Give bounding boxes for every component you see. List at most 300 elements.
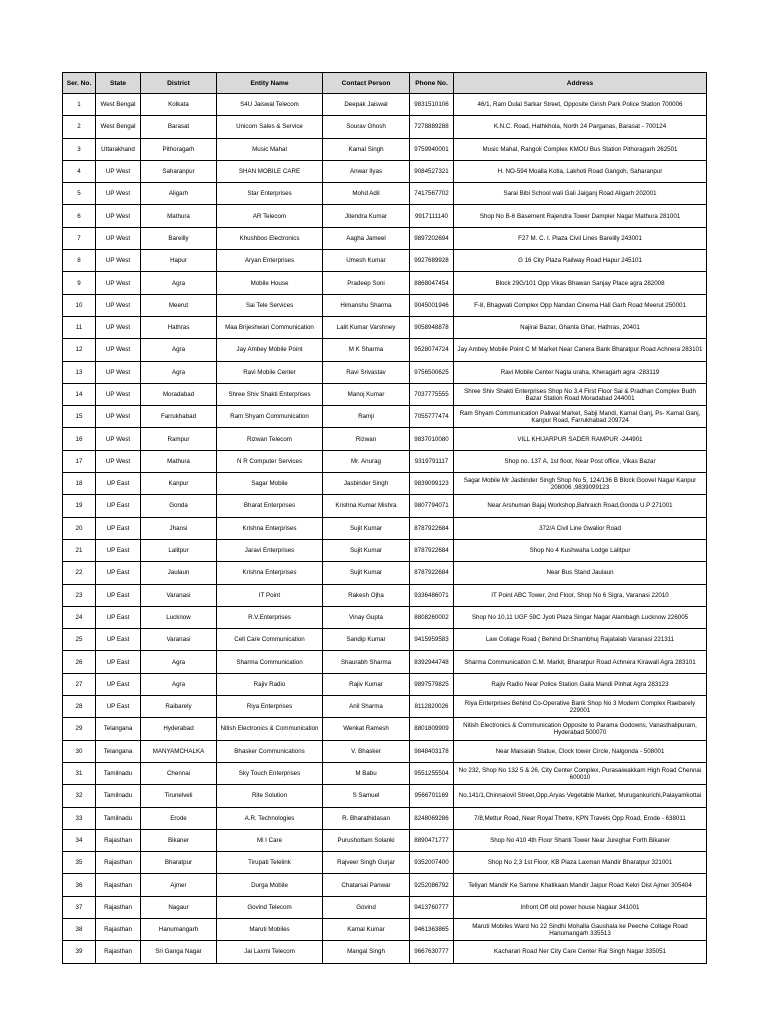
cell-ser-no: 10: [63, 294, 96, 316]
table-row: [63, 629, 707, 651]
cell-contact-person: Umesh Kumar: [323, 250, 410, 272]
cell-district: Ajmer: [141, 874, 217, 896]
cell-address: Near Bus Stand Jaulaun: [454, 562, 707, 584]
cell-entity-name: Mobile House: [217, 272, 323, 294]
document-page: [62, 72, 706, 964]
cell-state: UP West: [96, 339, 141, 361]
cell-address: Shop No 410 4th Floor Shanti Tower Near Jureghar Forth Bikaner: [454, 829, 707, 851]
cell-ser-no: 19: [63, 495, 96, 517]
cell-contact-person: Deepak Jaiswal: [323, 94, 410, 116]
cell-address: Shop No 10,11 UGF 59C Jyoti Plaza Singar Nagar Alambagh Lucknow 226005: [454, 606, 707, 628]
cell-state: Telangana: [96, 740, 141, 762]
cell-contact-person: Krishna Kumar Mishra: [323, 495, 410, 517]
cell-phone-no: 9551255504: [410, 762, 454, 784]
cell-phone-no: 9756500625: [410, 361, 454, 383]
cell-state: UP West: [96, 361, 141, 383]
cell-ser-no: 15: [63, 406, 96, 428]
cell-phone-no: 8890471777: [410, 829, 454, 851]
cell-entity-name: Ravi Mobile Center: [217, 361, 323, 383]
table-row: [63, 918, 707, 940]
cell-entity-name: Cell Care Communication: [217, 629, 323, 651]
cell-ser-no: 9: [63, 272, 96, 294]
cell-state: West Bengal: [96, 116, 141, 138]
cell-state: Tamilnadu: [96, 762, 141, 784]
cell-district: Mathura: [141, 450, 217, 472]
cell-phone-no: 9461363865: [410, 918, 454, 940]
cell-contact-person: Mangal Singh: [323, 941, 410, 963]
cell-entity-name: Khushboo Electronics: [217, 227, 323, 249]
cell-ser-no: 38: [63, 918, 96, 940]
cell-contact-person: Sourav Ghosh: [323, 116, 410, 138]
cell-district: Sri Ganga Nagar: [141, 941, 217, 963]
cell-state: UP East: [96, 517, 141, 539]
cell-contact-person: Shaurabh Sharma: [323, 651, 410, 673]
cell-contact-person: Lalit Kumar Varshney: [323, 316, 410, 338]
cell-state: UP West: [96, 272, 141, 294]
cell-phone-no: 7278889288: [410, 116, 454, 138]
cell-state: UP East: [96, 629, 141, 651]
cell-phone-no: 9759940001: [410, 138, 454, 160]
header-ser-no: Ser. No.: [63, 73, 96, 94]
cell-district: Nagaur: [141, 896, 217, 918]
cell-state: UP West: [96, 250, 141, 272]
table-row: [63, 941, 707, 963]
cell-entity-name: R.V.Enterprises: [217, 606, 323, 628]
cell-ser-no: 27: [63, 673, 96, 695]
cell-phone-no: 8787922684: [410, 562, 454, 584]
cell-ser-no: 14: [63, 383, 96, 405]
cell-address: G 16 City Plaza Railway Road Hapur 245101: [454, 250, 707, 272]
cell-contact-person: R. Bharathidasan: [323, 807, 410, 829]
table-row: [63, 316, 707, 338]
table-row: [63, 852, 707, 874]
cell-phone-no: 8392944748: [410, 651, 454, 673]
cell-ser-no: 18: [63, 473, 96, 495]
cell-district: Moradabad: [141, 383, 217, 405]
cell-phone-no: 9415959583: [410, 629, 454, 651]
table-row: [63, 696, 707, 718]
cell-address: Infront Off old power house Nagaur 341001: [454, 896, 707, 918]
cell-district: Gonda: [141, 495, 217, 517]
cell-address: K.N.C. Road, Hathkhola, North 24 Parganas, Barasat - 700124: [454, 116, 707, 138]
cell-state: UP West: [96, 406, 141, 428]
cell-phone-no: 8868047454: [410, 272, 454, 294]
cell-contact-person: Aagha Jameel: [323, 227, 410, 249]
header-contact-person: Contact Person: [323, 73, 410, 94]
table-row: [63, 94, 707, 116]
cell-address: Near Arshuman Bajaj Workshop,Bahraich Road,Gonda U.P 271001: [454, 495, 707, 517]
cell-entity-name: N R Computer Services: [217, 450, 323, 472]
cell-state: Tamilnadu: [96, 785, 141, 807]
cell-contact-person: Sujit Kumar: [323, 562, 410, 584]
cell-entity-name: A.R. Technologies: [217, 807, 323, 829]
cell-district: Hathras: [141, 316, 217, 338]
cell-entity-name: IT Point: [217, 584, 323, 606]
table-row: [63, 539, 707, 561]
cell-ser-no: 35: [63, 852, 96, 874]
cell-district: MANYAMCHALKA: [141, 740, 217, 762]
cell-entity-name: Mi I Care: [217, 829, 323, 851]
cell-contact-person: Ravi Srivastav: [323, 361, 410, 383]
cell-phone-no: 9566701169: [410, 785, 454, 807]
cell-contact-person: Mr. Anurag: [323, 450, 410, 472]
cell-phone-no: 7055777474: [410, 406, 454, 428]
cell-state: UP West: [96, 450, 141, 472]
cell-entity-name: Sharma Communication: [217, 651, 323, 673]
cell-district: Jhansi: [141, 517, 217, 539]
cell-address: No 232, Shop No 132 5 & 26, City Center Complex, Purasaiwakkam High Road Chennai 600010: [454, 762, 707, 784]
cell-state: UP East: [96, 473, 141, 495]
cell-phone-no: 9837010080: [410, 428, 454, 450]
cell-contact-person: Jitendra Kumar: [323, 205, 410, 227]
cell-entity-name: Jaravi Enterprises: [217, 539, 323, 561]
cell-ser-no: 1: [63, 94, 96, 116]
cell-entity-name: Music Mahal: [217, 138, 323, 160]
cell-entity-name: Shree Shiv Shakti Enterprises: [217, 383, 323, 405]
cell-district: Hanumangarh: [141, 918, 217, 940]
cell-entity-name: Bharat Enterprises: [217, 495, 323, 517]
cell-ser-no: 12: [63, 339, 96, 361]
header-phone-no: Phone No.: [410, 73, 454, 94]
cell-district: Hyderabad: [141, 718, 217, 740]
cell-state: Uttarakhand: [96, 138, 141, 160]
cell-phone-no: 9058948878: [410, 316, 454, 338]
cell-address: F-8, Bhagwati Complex Opp Nandan Cinema Hall Garh Road Meerut 250001: [454, 294, 707, 316]
cell-contact-person: Kamal Kumar: [323, 918, 410, 940]
cell-entity-name: Bhasker Communications: [217, 740, 323, 762]
table-row: [63, 562, 707, 584]
cell-entity-name: Unicorn Sales & Service: [217, 116, 323, 138]
cell-entity-name: Riya Enterprises: [217, 696, 323, 718]
service-center-table: [62, 72, 707, 964]
cell-contact-person: Sandip Kumar: [323, 629, 410, 651]
cell-state: Rajasthan: [96, 941, 141, 963]
table-row: [63, 584, 707, 606]
cell-contact-person: Rajiv Kumar: [323, 673, 410, 695]
cell-state: UP West: [96, 160, 141, 182]
table-row: [63, 473, 707, 495]
cell-ser-no: 24: [63, 606, 96, 628]
cell-state: UP East: [96, 651, 141, 673]
cell-state: UP East: [96, 562, 141, 584]
cell-district: Varanasi: [141, 629, 217, 651]
cell-phone-no: 9319791117: [410, 450, 454, 472]
cell-contact-person: Chatarsai Panwar: [323, 874, 410, 896]
cell-district: Mathura: [141, 205, 217, 227]
cell-address: F27 M. C. I. Plaza Civil Lines Bareilly 243001: [454, 227, 707, 249]
cell-phone-no: 7037775555: [410, 383, 454, 405]
cell-state: UP East: [96, 539, 141, 561]
cell-ser-no: 30: [63, 740, 96, 762]
cell-district: Aligarh: [141, 183, 217, 205]
table-row: [63, 138, 707, 160]
cell-address: Shop No 4 Kushwaha Lodge Lalitpur: [454, 539, 707, 561]
cell-phone-no: 8787922684: [410, 539, 454, 561]
cell-district: Jaulaun: [141, 562, 217, 584]
cell-state: UP East: [96, 495, 141, 517]
cell-entity-name: Aryan Enterprises: [217, 250, 323, 272]
table-row: [63, 183, 707, 205]
cell-phone-no: 8248069286: [410, 807, 454, 829]
cell-entity-name: Jay Ambey Mobile Point: [217, 339, 323, 361]
cell-ser-no: 20: [63, 517, 96, 539]
cell-district: Chennai: [141, 762, 217, 784]
cell-ser-no: 4: [63, 160, 96, 182]
cell-entity-name: AR Telecom: [217, 205, 323, 227]
cell-phone-no: 9917111140: [410, 205, 454, 227]
cell-ser-no: 17: [63, 450, 96, 472]
cell-address: 372/A Civil Line Gwalior Road: [454, 517, 707, 539]
table-row: [63, 428, 707, 450]
cell-phone-no: 9848403178: [410, 740, 454, 762]
cell-state: Tamilnadu: [96, 807, 141, 829]
cell-state: UP East: [96, 584, 141, 606]
cell-ser-no: 32: [63, 785, 96, 807]
table-row: [63, 807, 707, 829]
cell-ser-no: 25: [63, 629, 96, 651]
cell-state: Rajasthan: [96, 918, 141, 940]
cell-entity-name: Tirupati Telelink: [217, 852, 323, 874]
cell-state: West Bengal: [96, 94, 141, 116]
table-row: [63, 272, 707, 294]
cell-ser-no: 34: [63, 829, 96, 851]
cell-contact-person: Manoj Kumar: [323, 383, 410, 405]
cell-phone-no: 9252086792: [410, 874, 454, 896]
cell-ser-no: 21: [63, 539, 96, 561]
cell-entity-name: Ram Shyam Communication: [217, 406, 323, 428]
cell-district: Rampur: [141, 428, 217, 450]
table-row: [63, 294, 707, 316]
cell-contact-person: Mohd Adil: [323, 183, 410, 205]
cell-phone-no: 8808260002: [410, 606, 454, 628]
cell-contact-person: Wenkat Ramesh: [323, 718, 410, 740]
cell-address: Shop no. 137 A, 1st floor, Near Post office, Vikas Bazar: [454, 450, 707, 472]
cell-district: Bharatpur: [141, 852, 217, 874]
cell-district: Meerut: [141, 294, 217, 316]
cell-district: Kanpur: [141, 473, 217, 495]
cell-district: Kolkata: [141, 94, 217, 116]
cell-ser-no: 29: [63, 718, 96, 740]
cell-contact-person: Ramji: [323, 406, 410, 428]
cell-phone-no: 9667630777: [410, 941, 454, 963]
cell-phone-no: 9352007400: [410, 852, 454, 874]
cell-address: Block 29G/101 Opp Vikas Bhawan Sanjay Place agra 282008: [454, 272, 707, 294]
cell-entity-name: Durga Mobile: [217, 874, 323, 896]
cell-district: Bikaner: [141, 829, 217, 851]
cell-address: Sagar Mobile Mr Jasbinder Singh Shop No 5, 124/136 B Block Goovel Nagar Kanpur 208006 ,9839099123: [454, 473, 707, 495]
cell-district: Lalitpur: [141, 539, 217, 561]
cell-district: Pithoragarh: [141, 138, 217, 160]
cell-contact-person: Pradeep Soni: [323, 272, 410, 294]
cell-contact-person: Sujit Kumar: [323, 517, 410, 539]
cell-address: Riya Enterprises Behind Co-Operative Bank Shop No 3 Modern Complex Raebarely 229001: [454, 696, 707, 718]
cell-phone-no: 9084527321: [410, 160, 454, 182]
cell-entity-name: Krishna Enterprises: [217, 562, 323, 584]
cell-entity-name: Rizwan Telecom: [217, 428, 323, 450]
cell-entity-name: Sai Tele Services: [217, 294, 323, 316]
header-row: [63, 73, 707, 94]
cell-entity-name: S4U Jaiswal Telecom: [217, 94, 323, 116]
cell-ser-no: 23: [63, 584, 96, 606]
cell-phone-no: 7417567702: [410, 183, 454, 205]
cell-contact-person: Anwar Ilyas: [323, 160, 410, 182]
cell-phone-no: 8787922684: [410, 517, 454, 539]
table-row: [63, 116, 707, 138]
cell-contact-person: Rizwan: [323, 428, 410, 450]
cell-state: Rajasthan: [96, 829, 141, 851]
cell-address: Nitish Electronics & Communication Opposite to Parama Godowns, Vanasthalipuram, Hyderabad 500070: [454, 718, 707, 740]
table-row: [63, 740, 707, 762]
table-row: [63, 896, 707, 918]
cell-district: Tirunelveli: [141, 785, 217, 807]
table-row: [63, 205, 707, 227]
cell-state: UP West: [96, 227, 141, 249]
cell-district: Agra: [141, 339, 217, 361]
cell-ser-no: 36: [63, 874, 96, 896]
cell-state: UP West: [96, 428, 141, 450]
cell-ser-no: 33: [63, 807, 96, 829]
cell-address: 46/1, Ram Dulal Sarkar Street, Opposite Girish Park Police Station 700006: [454, 94, 707, 116]
cell-contact-person: Rajveer Singh Gurjar: [323, 852, 410, 874]
cell-address: Jay Ambey Mobile Point C M Market Near Canera Bank Bharatpur Road Achnera 283101: [454, 339, 707, 361]
cell-address: IT Point ABC Tower, 2nd Floor, Shop No 6 Sigra, Varanasi 22010: [454, 584, 707, 606]
cell-district: Saharanpur: [141, 160, 217, 182]
cell-ser-no: 16: [63, 428, 96, 450]
cell-ser-no: 31: [63, 762, 96, 784]
cell-district: Barasat: [141, 116, 217, 138]
cell-district: Agra: [141, 651, 217, 673]
cell-ser-no: 39: [63, 941, 96, 963]
cell-contact-person: Jasbinder Singh: [323, 473, 410, 495]
table-row: [63, 227, 707, 249]
cell-ser-no: 26: [63, 651, 96, 673]
cell-address: Shree Shiv Shakti Enterprises Shop No 3,4 First Floor Sai & Pradhan Complex Budh Bazar Station Road Moradabad 244001: [454, 383, 707, 405]
table-row: [63, 339, 707, 361]
cell-entity-name: Maruti Mobiles: [217, 918, 323, 940]
cell-ser-no: 13: [63, 361, 96, 383]
header-entity-name: Entity Name: [217, 73, 323, 94]
cell-contact-person: Vinay Gupta: [323, 606, 410, 628]
table-row: [63, 383, 707, 405]
cell-contact-person: Govind: [323, 896, 410, 918]
cell-address: VILL KHIJARPUR SADER RAMPUR -244901: [454, 428, 707, 450]
cell-ser-no: 11: [63, 316, 96, 338]
cell-phone-no: 9528074724: [410, 339, 454, 361]
cell-address: Ram Shyam Communication Paliwal Market, Sabji Mandi, Kamal Ganj, Ps- Kamal Ganj, Kanpur Road, Farrukhabad 209724: [454, 406, 707, 428]
table-row: [63, 606, 707, 628]
cell-address: Ravi Mobile Center Nagla uraha, Kheragarh agra -283119: [454, 361, 707, 383]
cell-state: Rajasthan: [96, 852, 141, 874]
cell-district: Varanasi: [141, 584, 217, 606]
cell-entity-name: Maa Brijeshwari Communication: [217, 316, 323, 338]
cell-entity-name: Jai Laxmi Telecom: [217, 941, 323, 963]
header-state: State: [96, 73, 141, 94]
cell-contact-person: V. Bhasker: [323, 740, 410, 762]
cell-address: Music Mahal, Rangoli Complex KMOU Bus Station Pithoragarh 262501: [454, 138, 707, 160]
cell-address: Law Collage Road ( Behind Dr.Shambhuj Rajatalab Varanasi 221311: [454, 629, 707, 651]
cell-phone-no: 9336486071: [410, 584, 454, 606]
cell-district: Farrukhabad: [141, 406, 217, 428]
cell-ser-no: 3: [63, 138, 96, 160]
table-row: [63, 785, 707, 807]
cell-address: Najirai Bazar, Ghanta Ghar, Hathras, 20401: [454, 316, 707, 338]
cell-address: No.141/1,Chinnaiovil Street,Opp.Aryas Vegetable Market, Murugankurichi,Palayamkottai: [454, 785, 707, 807]
cell-entity-name: Sky Touch Enterprises: [217, 762, 323, 784]
cell-entity-name: Nitish Electronics & Communication: [217, 718, 323, 740]
cell-state: UP East: [96, 606, 141, 628]
cell-ser-no: 28: [63, 696, 96, 718]
cell-contact-person: Kamal Singh: [323, 138, 410, 160]
cell-state: UP West: [96, 205, 141, 227]
cell-phone-no: 9413760777: [410, 896, 454, 918]
cell-contact-person: M Babu: [323, 762, 410, 784]
cell-address: Kacharari Road Ner City Care Center Rai Singh Nagar 335051: [454, 941, 707, 963]
cell-entity-name: Krishna Enterprises: [217, 517, 323, 539]
cell-district: Agra: [141, 673, 217, 695]
table-row: [63, 718, 707, 740]
cell-phone-no: 9045001946: [410, 294, 454, 316]
cell-address: 7/8,Mettur Road, Near Royal Thetre, KPN Travels Opp Road, Erode - 638011: [454, 807, 707, 829]
cell-state: UP East: [96, 696, 141, 718]
cell-entity-name: Star Enterprises: [217, 183, 323, 205]
cell-phone-no: 9897579825: [410, 673, 454, 695]
cell-ser-no: 2: [63, 116, 96, 138]
cell-address: H. NO-594 Moalla Kotla, Lakhoti Road Gangoh, Saharanpur: [454, 160, 707, 182]
cell-district: Bareilly: [141, 227, 217, 249]
cell-state: UP West: [96, 294, 141, 316]
cell-phone-no: 9897202694: [410, 227, 454, 249]
table-row: [63, 361, 707, 383]
cell-district: Hapur: [141, 250, 217, 272]
cell-phone-no: 8112820026: [410, 696, 454, 718]
cell-phone-no: 9839099123: [410, 473, 454, 495]
cell-ser-no: 7: [63, 227, 96, 249]
cell-state: UP East: [96, 673, 141, 695]
cell-entity-name: Rite Solution: [217, 785, 323, 807]
cell-state: Rajasthan: [96, 896, 141, 918]
cell-contact-person: Rakesh Ojha: [323, 584, 410, 606]
cell-district: Lucknow: [141, 606, 217, 628]
table-row: [63, 762, 707, 784]
cell-address: Near Maisaiah Statue, Clock tower Circle, Nalgonda - 508001: [454, 740, 707, 762]
cell-contact-person: S Samuel: [323, 785, 410, 807]
cell-contact-person: M K Sharma: [323, 339, 410, 361]
table-row: [63, 673, 707, 695]
cell-entity-name: Rajiv Radio: [217, 673, 323, 695]
cell-phone-no: 9831510106: [410, 94, 454, 116]
cell-contact-person: Himanshu Sharma: [323, 294, 410, 316]
cell-address: Sarai Bibi School wali Gali Jaiganj Road Aligarh 202001: [454, 183, 707, 205]
cell-district: Erode: [141, 807, 217, 829]
cell-phone-no: 8801809909: [410, 718, 454, 740]
cell-entity-name: SHAN MOBILE CARE: [217, 160, 323, 182]
cell-address: Shop No 2,3 1st Floor, KB Plaza Laxman Mandir Bharatpur 321001: [454, 852, 707, 874]
cell-address: Rajiv Radio Near Police Station Gaila Mandi Pinhat Agra 283123: [454, 673, 707, 695]
header-address: Address: [454, 73, 707, 94]
cell-state: Rajasthan: [96, 874, 141, 896]
cell-state: UP West: [96, 316, 141, 338]
cell-ser-no: 8: [63, 250, 96, 272]
table-row: [63, 450, 707, 472]
header-district: District: [141, 73, 217, 94]
cell-ser-no: 5: [63, 183, 96, 205]
cell-entity-name: Govind Telecom: [217, 896, 323, 918]
cell-phone-no: 9807794071: [410, 495, 454, 517]
cell-address: Shop No B-6 Basement Rajendra Tower Dampier Nagar Mathura 281001: [454, 205, 707, 227]
table-row: [63, 651, 707, 673]
cell-state: UP West: [96, 383, 141, 405]
cell-ser-no: 37: [63, 896, 96, 918]
